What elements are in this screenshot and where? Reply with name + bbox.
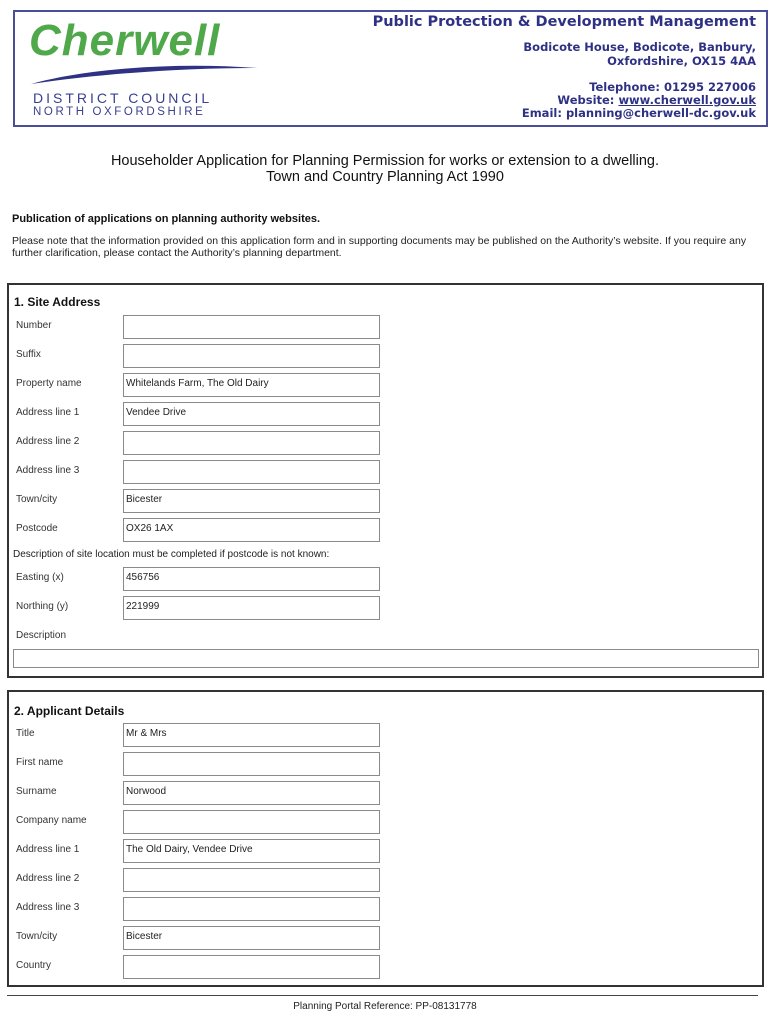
section-title: 2. Applicant Details (14, 704, 125, 718)
description-field[interactable] (13, 649, 759, 668)
suffix-field[interactable] (123, 344, 380, 368)
easting-field[interactable]: 456756 (123, 567, 380, 591)
town-city-field[interactable]: Bicester (123, 489, 380, 513)
email-link[interactable]: planning@cherwell-dc.gov.uk (565, 106, 756, 120)
form-title: Householder Application for Planning Permission for works or extension to a dwelling. (110, 153, 660, 169)
cherwell-logo-wordmark: Cherwell (29, 16, 221, 65)
site-address-section (7, 283, 764, 678)
publication-notice: Please note that the information provided on this application form and in supporting documents may be published on the Authority’s website. If you require any further clarification, please contact the Authority’s planning department. (12, 235, 747, 259)
field-label: Country (16, 960, 52, 971)
number-field[interactable] (123, 315, 380, 339)
first-name-field[interactable] (123, 752, 380, 776)
field-label: First name (16, 757, 64, 768)
address-line-2: Oxfordshire, OX15 4AA (607, 54, 756, 68)
website-line (557, 93, 756, 107)
council-region: NORTH OXFORDSHIRE (33, 106, 206, 118)
address-line-1: Bodicote House, Bodicote, Banbury, (523, 40, 756, 54)
surname-field[interactable]: Norwood (123, 781, 380, 805)
telephone-label: Telephone: (589, 80, 660, 94)
field-label: Address line 3 (16, 902, 80, 913)
location-note: Description of site location must be completed if postcode is not known: (13, 549, 330, 560)
field-label: Northing (y) (16, 601, 69, 612)
applicant-details-section (7, 690, 764, 987)
field-label: Suffix (16, 349, 41, 360)
company-name-field[interactable] (123, 810, 380, 834)
field-label: Address line 2 (16, 873, 80, 884)
council-name: DISTRICT COUNCIL (33, 90, 213, 106)
field-label: Title (16, 728, 35, 739)
postcode-field[interactable]: OX26 1AX (123, 518, 380, 542)
field-label: Number (16, 320, 52, 331)
form-subtitle: Town and Country Planning Act 1990 (266, 169, 504, 185)
email-line (522, 106, 756, 120)
property-name-field[interactable]: Whitelands Farm, The Old Dairy (123, 373, 380, 397)
field-label: Surname (16, 786, 57, 797)
logo-swoosh-icon (29, 60, 259, 88)
address-line-1-field[interactable]: Vendee Drive (123, 402, 380, 426)
email-label: Email: (521, 106, 562, 120)
footer-divider (7, 995, 758, 996)
address-line-2-field[interactable] (123, 431, 380, 455)
field-label: Address line 1 (16, 844, 80, 855)
website-link[interactable]: www.cherwell.gov.uk (618, 93, 756, 107)
field-label: Town/city (16, 931, 58, 942)
address-line-1-field[interactable]: The Old Dairy, Vendee Drive (123, 839, 380, 863)
council-header-banner (13, 10, 768, 127)
field-label: Easting (x) (16, 572, 64, 583)
field-label: Postcode (16, 523, 58, 534)
telephone-line (589, 80, 756, 94)
department-name: Public Protection & Development Management (372, 14, 756, 30)
field-label: Address line 2 (16, 436, 80, 447)
publication-heading: Publication of applications on planning authority websites. (12, 213, 321, 225)
address-line-3-field[interactable] (123, 460, 380, 484)
title-field[interactable]: Mr & Mrs (123, 723, 380, 747)
address-line-2-field[interactable] (123, 868, 380, 892)
field-label: Town/city (16, 494, 58, 505)
field-label: Address line 3 (16, 465, 80, 476)
northing-field[interactable]: 221999 (123, 596, 380, 620)
planning-portal-reference: Planning Portal Reference: PP-08131778 (293, 1001, 477, 1012)
address-line-3-field[interactable] (123, 897, 380, 921)
field-label: Description (16, 630, 67, 641)
country-field[interactable] (123, 955, 380, 979)
website-label: Website: (557, 93, 615, 107)
field-label: Address line 1 (16, 407, 80, 418)
field-label: Company name (16, 815, 87, 826)
town-city-field[interactable]: Bicester (123, 926, 380, 950)
field-label: Property name (16, 378, 82, 389)
section-title: 1. Site Address (14, 295, 101, 309)
telephone-number: 01295 227006 (663, 80, 756, 94)
